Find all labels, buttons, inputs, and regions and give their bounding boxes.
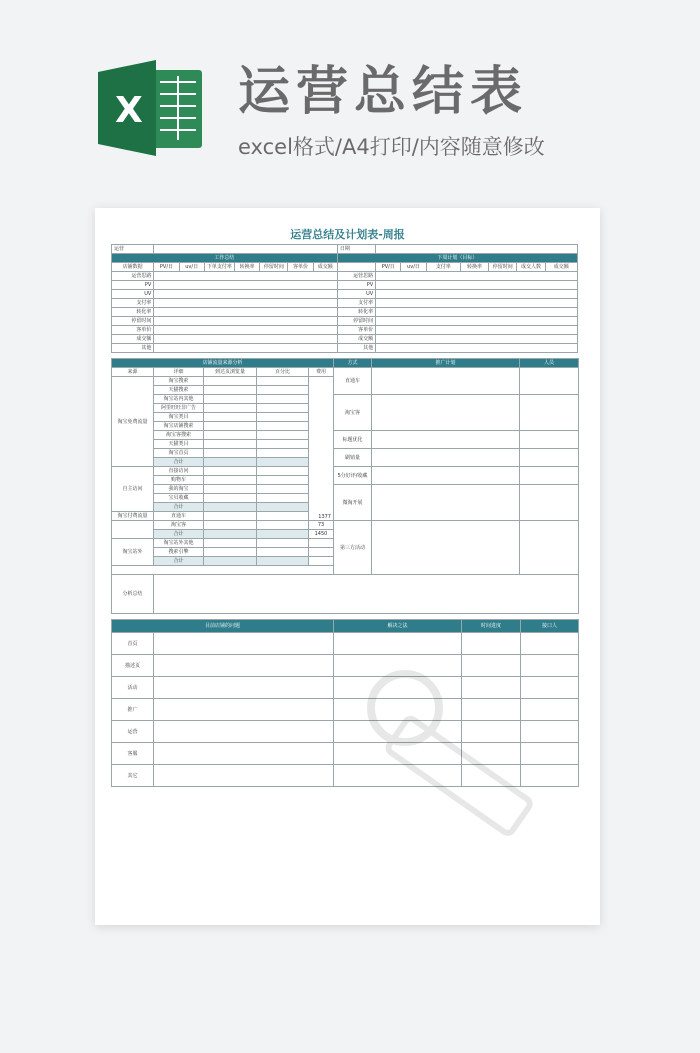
label-date: 日期 <box>337 245 375 254</box>
staff-cell[interactable] <box>520 395 579 431</box>
fee-value[interactable]: 73 <box>309 521 334 530</box>
traffic-col-header: 费用 <box>309 368 334 377</box>
traffic-item: 阿里旺旺非广告 <box>154 404 204 413</box>
contact-header: 接口人 <box>521 620 579 633</box>
staff-cell[interactable] <box>520 431 579 449</box>
issue-label: 推广 <box>112 699 154 721</box>
metric-cell[interactable] <box>376 335 578 344</box>
metric-cell[interactable] <box>154 326 338 335</box>
subtotal-cell[interactable] <box>257 503 309 512</box>
metric-label: 停留时间 <box>337 317 375 326</box>
metric-cell[interactable] <box>154 299 338 308</box>
issue-label: 描述页 <box>112 655 154 677</box>
subtotal-cell[interactable] <box>204 458 257 467</box>
traffic-item: 宝贝收藏 <box>154 494 204 503</box>
fee-cell[interactable] <box>309 539 334 548</box>
analysis-label: 分析总结 <box>112 575 154 614</box>
staff-cell[interactable] <box>520 521 579 575</box>
fee-cell[interactable]: 1377 <box>309 377 334 521</box>
metric-cell[interactable] <box>376 281 578 290</box>
percent-cell[interactable] <box>257 431 309 440</box>
metric-cell[interactable] <box>376 308 578 317</box>
metric-cell[interactable] <box>154 290 338 299</box>
percent-cell[interactable] <box>257 440 309 449</box>
metric-col-header: 支付率 <box>426 263 460 272</box>
pageview-cell[interactable] <box>204 485 257 494</box>
date-value[interactable] <box>376 245 578 254</box>
traffic-analysis-header: 店铺流量来源分析 <box>112 359 334 368</box>
pageview-cell[interactable] <box>204 476 257 485</box>
solution-cell[interactable] <box>334 633 462 655</box>
spreadsheet-page <box>95 208 600 925</box>
metric-col-header: 转换率 <box>235 263 260 272</box>
subtotal-cell[interactable] <box>257 530 309 539</box>
staff-cell[interactable] <box>520 485 579 521</box>
traffic-item: 我的淘宝 <box>154 485 204 494</box>
metric-col-header: 转换率 <box>460 263 488 272</box>
metric-col-header: 停留时间 <box>260 263 288 272</box>
method-cell: 淘宝客 <box>334 395 372 431</box>
issue-label: 活动 <box>112 677 154 699</box>
metric-col-header <box>337 263 375 272</box>
metric-label: 客单价 <box>112 326 154 335</box>
banner-title: 运营总结表 <box>238 62 529 122</box>
pageview-cell[interactable] <box>204 548 257 557</box>
staff-cell[interactable] <box>520 449 579 467</box>
plan-cell[interactable] <box>372 485 520 521</box>
source-group-label: 自主访问 <box>112 467 154 512</box>
fee-cell[interactable] <box>309 548 334 557</box>
pageview-cell[interactable] <box>204 395 257 404</box>
pageview-cell[interactable] <box>204 377 257 386</box>
metric-col-header: uv/日 <box>401 263 426 272</box>
source-group-label: 淘宝免费流量 <box>112 377 154 467</box>
metric-row <box>112 326 578 335</box>
progress-header: 时间进度 <box>462 620 521 633</box>
label-operator: 运营 <box>112 245 154 254</box>
metric-header-row <box>112 263 578 272</box>
method-cell: 5分好评/收藏 <box>334 467 372 485</box>
pageview-cell[interactable] <box>204 422 257 431</box>
banner-subtitle: excel格式/A4打印/内容随意修改 <box>238 135 545 159</box>
metric-label: 运营思路 <box>337 272 375 281</box>
traffic-item: 淘宝站内其他 <box>154 395 204 404</box>
method-cell: 直通车 <box>334 368 372 395</box>
spacer-cell <box>112 566 334 575</box>
traffic-table-continued <box>111 520 579 614</box>
metric-cell[interactable] <box>154 344 338 353</box>
metric-cell[interactable] <box>376 299 578 308</box>
metric-label: 支付率 <box>337 299 375 308</box>
percent-cell[interactable] <box>257 494 309 503</box>
traffic-col-header: 百分比 <box>257 368 309 377</box>
excel-logo <box>98 60 206 156</box>
metric-cell[interactable] <box>154 317 338 326</box>
metric-label: 客单价 <box>337 326 375 335</box>
metric-label: UV <box>337 290 375 299</box>
method-header: 方式 <box>334 359 372 368</box>
issue-cell[interactable] <box>154 677 334 699</box>
issues-header: 目前店铺的问题 <box>112 620 334 633</box>
subtotal-cell[interactable] <box>204 557 257 566</box>
traffic-item: 淘宝搜索 <box>154 377 204 386</box>
percent-cell[interactable] <box>257 521 309 530</box>
percent-cell[interactable] <box>257 467 309 476</box>
issue-cell[interactable] <box>154 721 334 743</box>
plan-cell[interactable] <box>372 449 520 467</box>
metric-cell[interactable] <box>376 344 578 353</box>
method-cell: 微淘开展 <box>334 485 372 521</box>
staff-cell[interactable] <box>520 467 579 485</box>
analysis-cell[interactable] <box>154 575 579 614</box>
metric-label: 转化率 <box>337 308 375 317</box>
metric-row <box>112 299 578 308</box>
percent-cell[interactable] <box>257 539 309 548</box>
percent-cell[interactable] <box>257 404 309 413</box>
issue-cell[interactable] <box>154 655 334 677</box>
subtotal-label: 合计 <box>154 503 204 512</box>
issue-cell[interactable] <box>154 743 334 765</box>
traffic-item: 天猫类目 <box>154 440 204 449</box>
work-summary-header: 工作总结 <box>112 254 338 263</box>
percent-cell[interactable] <box>257 413 309 422</box>
subtotal-cell[interactable] <box>204 503 257 512</box>
percent-cell[interactable] <box>257 386 309 395</box>
metric-label: UV <box>112 290 154 299</box>
traffic-item: 淘宝首页 <box>154 449 204 458</box>
metric-row <box>112 317 578 326</box>
metric-col-header: PV/日 <box>154 263 179 272</box>
plan-cell[interactable] <box>372 467 520 485</box>
metric-col-header: 下单支付率 <box>204 263 234 272</box>
document-title: 运营总结及计划表-周报 <box>290 228 405 241</box>
pageview-cell[interactable] <box>204 386 257 395</box>
metric-cell[interactable] <box>376 317 578 326</box>
percent-cell[interactable] <box>257 449 309 458</box>
metric-label: 转化率 <box>112 308 154 317</box>
excel-logo-letter: X <box>115 90 143 131</box>
metric-row <box>112 344 578 353</box>
metric-cell[interactable] <box>154 272 338 281</box>
issue-cell[interactable] <box>154 699 334 721</box>
metric-cell[interactable] <box>154 281 338 290</box>
metric-col-header: 停留时间 <box>489 263 517 272</box>
traffic-item: 天猫搜索 <box>154 386 204 395</box>
traffic-item: 直接访问 <box>154 467 204 476</box>
next-week-plan-header: 下周计划（目标） <box>337 254 577 263</box>
metric-row <box>112 281 578 290</box>
subtotal-label: 合计 <box>154 557 204 566</box>
traffic-col-header: 到达页浏览量 <box>204 368 257 377</box>
promotion-plan-header: 推广计划 <box>372 359 520 368</box>
pageview-cell[interactable] <box>204 404 257 413</box>
method-cell: 第三方活动 <box>334 521 372 575</box>
metric-cell[interactable] <box>376 326 578 335</box>
subtotal-label: 合计 <box>154 458 204 467</box>
metric-col-header: 成交额 <box>313 263 337 272</box>
subtotal-cell[interactable] <box>204 530 257 539</box>
metric-label: 支付率 <box>112 299 154 308</box>
metric-label: 运营思路 <box>112 272 154 281</box>
plan-cell[interactable] <box>372 431 520 449</box>
traffic-item: 淘宝站外其他 <box>154 539 204 548</box>
pageview-cell[interactable] <box>204 440 257 449</box>
traffic-item: 淘宝类目 <box>154 413 204 422</box>
contact-cell[interactable] <box>521 633 579 655</box>
source-group-label: 淘宝站外 <box>112 539 154 566</box>
issue-row <box>112 633 579 655</box>
issue-label: 首页 <box>112 633 154 655</box>
metric-col-header: 客单价 <box>288 263 313 272</box>
progress-cell[interactable] <box>462 633 521 655</box>
pageview-cell[interactable] <box>204 539 257 548</box>
metric-row <box>112 290 578 299</box>
pageview-cell[interactable] <box>204 467 257 476</box>
metric-label: PV <box>112 281 154 290</box>
metric-cell[interactable] <box>376 272 578 281</box>
pageview-cell[interactable] <box>204 431 257 440</box>
metric-col-header: PV/日 <box>376 263 401 272</box>
metric-cell[interactable] <box>154 335 338 344</box>
pageview-cell[interactable] <box>204 413 257 422</box>
operator-value[interactable] <box>154 245 338 254</box>
plan-cell[interactable] <box>372 368 520 395</box>
traffic-item: 搜索引擎 <box>154 548 204 557</box>
staff-header: 人员 <box>520 359 579 368</box>
summary-table <box>111 244 578 353</box>
percent-cell[interactable] <box>257 476 309 485</box>
metric-label: 停留时间 <box>112 317 154 326</box>
issue-cell[interactable] <box>154 633 334 655</box>
subtotal-label: 合计 <box>154 530 204 539</box>
issue-cell[interactable] <box>154 765 334 787</box>
staff-cell[interactable] <box>520 368 579 395</box>
method-cell: 刷销量 <box>334 449 372 467</box>
traffic-table <box>111 358 579 521</box>
traffic-item: 淘宝店铺搜索 <box>154 422 204 431</box>
source-group-label: 淘宝付费流量 <box>112 512 154 521</box>
method-cell: 标题优化 <box>334 431 372 449</box>
metric-row <box>112 272 578 281</box>
metric-col-header: 店铺数据 <box>112 263 154 272</box>
metric-row <box>112 308 578 317</box>
solution-header: 解决之法 <box>334 620 462 633</box>
source-group-label <box>112 521 154 539</box>
pageview-cell[interactable] <box>204 521 257 530</box>
traffic-col-header: 详细 <box>154 368 204 377</box>
metric-col-header: 成交人数 <box>517 263 545 272</box>
pageview-cell[interactable] <box>204 494 257 503</box>
metric-label: PV <box>337 281 375 290</box>
metric-cell[interactable] <box>376 290 578 299</box>
metric-col-header: 成交额 <box>545 263 577 272</box>
metric-label: 成交额 <box>112 335 154 344</box>
percent-cell[interactable] <box>257 395 309 404</box>
metric-label: 其他 <box>112 344 154 353</box>
traffic-item: 直通车 <box>154 512 204 521</box>
traffic-item: 购物车 <box>154 476 204 485</box>
issue-label: 其它 <box>112 765 154 787</box>
pageview-cell[interactable] <box>204 449 257 458</box>
metric-col-header: uv/日 <box>179 263 204 272</box>
issue-label: 运营 <box>112 721 154 743</box>
issue-label: 客服 <box>112 743 154 765</box>
traffic-item: 淘宝客 <box>154 521 204 530</box>
plan-cell[interactable] <box>372 521 520 575</box>
metric-cell[interactable] <box>154 308 338 317</box>
percent-cell[interactable] <box>257 485 309 494</box>
metric-label: 成交额 <box>337 335 375 344</box>
percent-cell[interactable] <box>257 377 309 386</box>
subtotal-cell[interactable] <box>257 557 309 566</box>
subtotal-cell[interactable] <box>257 458 309 467</box>
traffic-col-header: 来源 <box>112 368 154 377</box>
fee-value[interactable]: 1450 <box>309 530 334 539</box>
watermark-logo <box>355 658 555 838</box>
metric-label: 其他 <box>337 344 375 353</box>
percent-cell[interactable] <box>257 422 309 431</box>
percent-cell[interactable] <box>257 548 309 557</box>
metric-row <box>112 335 578 344</box>
plan-cell[interactable] <box>372 395 520 431</box>
traffic-item: 淘宝客搜索 <box>154 431 204 440</box>
fee-cell[interactable] <box>309 557 334 566</box>
